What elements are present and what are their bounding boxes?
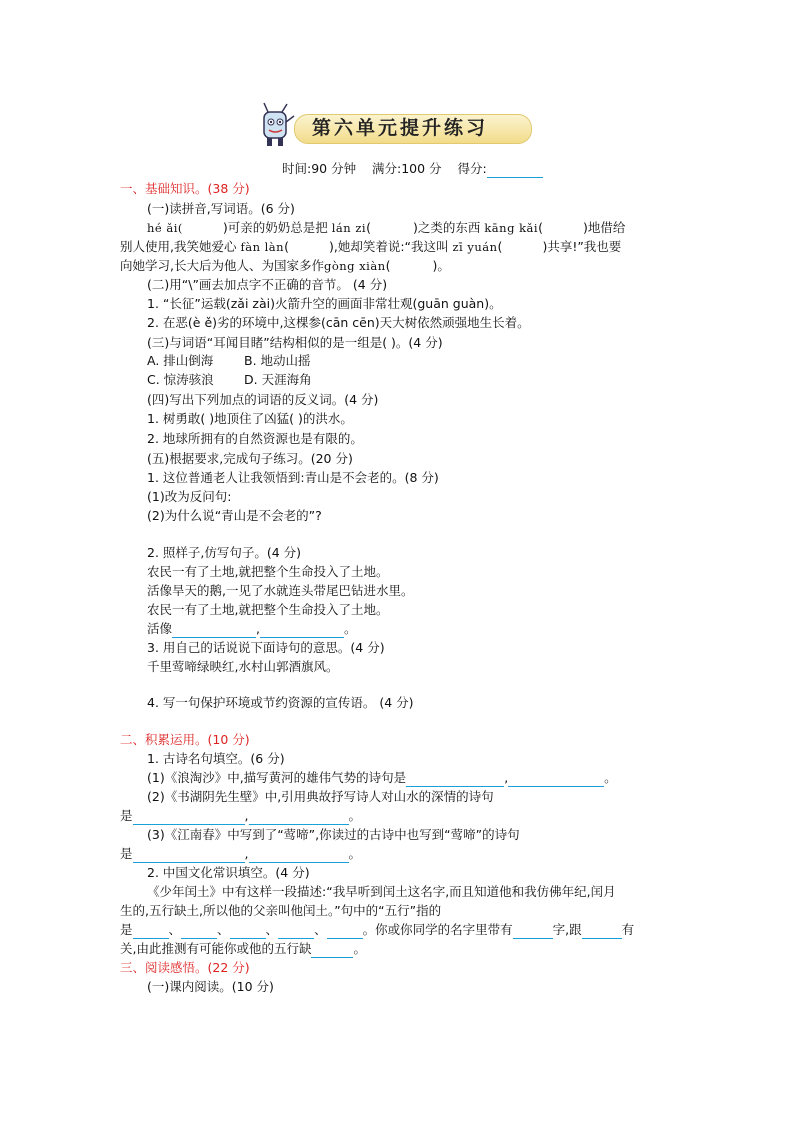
answer-blank[interactable] — [278, 924, 314, 939]
text-segment: 、 — [314, 922, 327, 937]
question-line: 2. 在恶(è ě)劣的环境中,这棵参(cān cēn)天大树依然顽强地生长着。 — [147, 315, 530, 330]
fill-line — [147, 620, 357, 638]
paragraph-line: 《少年闰土》中有这样一段描述:“我早听到闰土这名字,而且知道他和我仿佛年纪,闰月 — [147, 884, 616, 899]
answer-blank[interactable] — [249, 810, 349, 825]
cartoon-mascot-icon — [254, 100, 298, 150]
answer-blank[interactable] — [133, 810, 245, 825]
text-segment: 是 — [120, 922, 133, 937]
full-score-label: 满分:100 分 — [372, 161, 442, 176]
answer-blank[interactable] — [508, 772, 604, 787]
text-segment: 、 — [168, 922, 182, 937]
pinyin: zī yuán — [452, 240, 498, 254]
pinyin: fàn làn — [240, 240, 285, 254]
part-title: (五)根据要求,完成句子练习。(20 分) — [147, 451, 353, 466]
time-label: 时间:90 分钟 — [282, 161, 357, 176]
text-segment: )之类的东西 — [412, 220, 485, 235]
answer-blank[interactable] — [311, 943, 353, 958]
text-segment: (1)《浪淘沙》中,描写黄河的雄伟气势的诗句是 — [147, 770, 407, 785]
answer-blank[interactable] — [513, 924, 553, 939]
text-segment: 向她学习,长大后为他人、为国家多作 — [120, 258, 324, 273]
text-segment: ( — [538, 220, 543, 235]
question-line: 2. 地球所拥有的自然资源也是有限的。 — [147, 431, 363, 446]
text-segment: 、 — [217, 922, 230, 937]
title-banner — [254, 100, 544, 152]
question-line: (3)《江南春》中写到了“莺啼”,你读过的古诗中也写到“莺啼”的诗句 — [147, 827, 520, 842]
paragraph-line: 生的,五行缺土,所以他的父亲叫他闰土。”句中的“五行”指的 — [120, 903, 442, 918]
pinyin-line-2 — [120, 238, 621, 256]
text-segment: 、 — [265, 922, 279, 937]
question-line: 2. 照样子,仿写句子。(4 分) — [147, 545, 302, 560]
answer-blank[interactable] — [249, 848, 349, 863]
fill-line — [120, 921, 634, 939]
text-segment: )共享!”我也要 — [542, 239, 622, 254]
text-segment: 。 — [348, 808, 362, 823]
answer-blank[interactable] — [327, 924, 363, 939]
text-segment: )可亲的奶奶总是把 — [222, 220, 332, 235]
text-segment: 。 — [604, 770, 617, 785]
question-line: (1)改为反问句: — [147, 489, 232, 504]
answer-blank[interactable] — [260, 623, 344, 638]
question-line: 3. 用自己的话说说下面诗句的意思。(4 分) — [147, 640, 385, 655]
section-heading-3: 三、阅读感悟。(22 分) — [120, 960, 250, 975]
text-segment: , — [244, 808, 249, 823]
pinyin: kāng kǎi — [484, 221, 539, 235]
text-segment: ( — [284, 239, 289, 254]
text-segment: , — [244, 846, 249, 861]
pinyin-line-1 — [147, 219, 625, 237]
answer-blank[interactable] — [406, 772, 504, 787]
fill-line — [147, 769, 617, 787]
text-segment: ),她却笑着说:“我这叫 — [328, 239, 453, 254]
text-segment: ( — [385, 258, 391, 273]
answer-blank[interactable] — [133, 848, 245, 863]
question-line: (2)《书湖阴先生壁》中,引用典故抒写诗人对山水的深情的诗句 — [147, 789, 494, 804]
part-title: (一)读拼音,写词语。(6 分) — [147, 201, 295, 216]
section-heading-1: 一、基础知识。(38 分) — [120, 181, 250, 196]
text-segment: )。 — [432, 258, 450, 273]
text-segment: 字,跟 — [552, 922, 582, 937]
question-line: 1. 古诗名句填空。(6 分) — [147, 751, 285, 766]
pinyin-line-3 — [120, 257, 450, 275]
fill-line — [120, 807, 361, 825]
fill-line — [120, 845, 361, 863]
option-d[interactable]: D. 天涯海角 — [244, 372, 312, 387]
text-segment: 关,由此推测有可能你或他的五行缺 — [120, 941, 312, 956]
text-segment: 。 — [353, 941, 366, 956]
text-segment: 活像 — [147, 621, 173, 636]
text-segment: )地借给 — [583, 220, 626, 235]
question-line: 1. 树勇敢( )地顶住了凶猛( )的洪水。 — [147, 411, 353, 426]
part-title: (四)写出下列加点的词语的反义词。(4 分) — [147, 392, 379, 407]
part-title: (二)用“\”画去加点字不正确的音节。 (4 分) — [147, 277, 388, 292]
text-segment: hé ǎi( — [147, 221, 183, 235]
part-title: (三)与词语“耳闻目睹”结构相似的是一组是( )。(4 分) — [147, 335, 443, 350]
text-segment: ( — [366, 220, 371, 235]
text-segment: 。你或你同学的名字里带有 — [362, 922, 513, 937]
pinyin: gòng xiàn — [323, 259, 386, 273]
text-segment: ( — [497, 239, 503, 254]
example-line: 农民一有了土地,就把整个生命投入了土地。 — [147, 602, 389, 617]
question-line: 2. 中国文化常识填空。(4 分) — [147, 865, 310, 880]
text-segment: 。 — [348, 846, 362, 861]
question-line: 1. “长征”运载(zǎi zài)火箭升空的画面非常壮观(guān guàn)。 — [147, 296, 502, 311]
text-segment: , — [504, 770, 509, 785]
text-segment: 是 — [120, 808, 133, 823]
text-segment: 是 — [120, 846, 133, 861]
question-line: 4. 写一句保护环境或节约资源的宣传语。 (4 分) — [147, 695, 414, 710]
score-blank[interactable] — [487, 163, 543, 178]
example-line: 农民一有了土地,就把整个生命投入了土地。 — [147, 564, 389, 579]
text-segment: , — [256, 621, 260, 636]
option-b[interactable]: B. 地动山摇 — [244, 353, 311, 368]
answer-blank[interactable] — [582, 924, 622, 939]
text-segment: 。 — [344, 621, 357, 636]
question-line: 1. 这位普通老人让我领悟到:青山是不会老的。(8 分) — [147, 470, 439, 485]
answer-blank[interactable] — [133, 924, 169, 939]
part-title: (一)课内阅读。(10 分) — [147, 979, 274, 994]
section-heading-2: 二、积累运用。(10 分) — [120, 732, 250, 747]
page-title: 第六单元提升练习 — [312, 117, 489, 139]
text-segment: 有 — [621, 922, 635, 937]
option-a[interactable]: A. 排山倒海 — [147, 353, 214, 368]
pinyin: lán zi — [331, 221, 367, 235]
text-segment: 别人使用,我笑她爱心 — [120, 239, 241, 254]
question-line: (2)为什么说“青山是不会老的”? — [147, 508, 322, 523]
answer-blank[interactable] — [172, 623, 256, 638]
exam-meta — [282, 160, 543, 178]
option-c[interactable]: C. 惊涛骇浪 — [147, 372, 214, 387]
answer-blank[interactable] — [181, 924, 217, 939]
fill-line — [120, 940, 366, 958]
score-label: 得分: — [457, 161, 487, 176]
answer-blank[interactable] — [230, 924, 266, 939]
example-line: 活像旱天的鹅,一见了水就连头带尾巴钻进水里。 — [147, 583, 414, 598]
poem-line: 千里莺啼绿映红,水村山郭酒旗风。 — [147, 659, 339, 674]
